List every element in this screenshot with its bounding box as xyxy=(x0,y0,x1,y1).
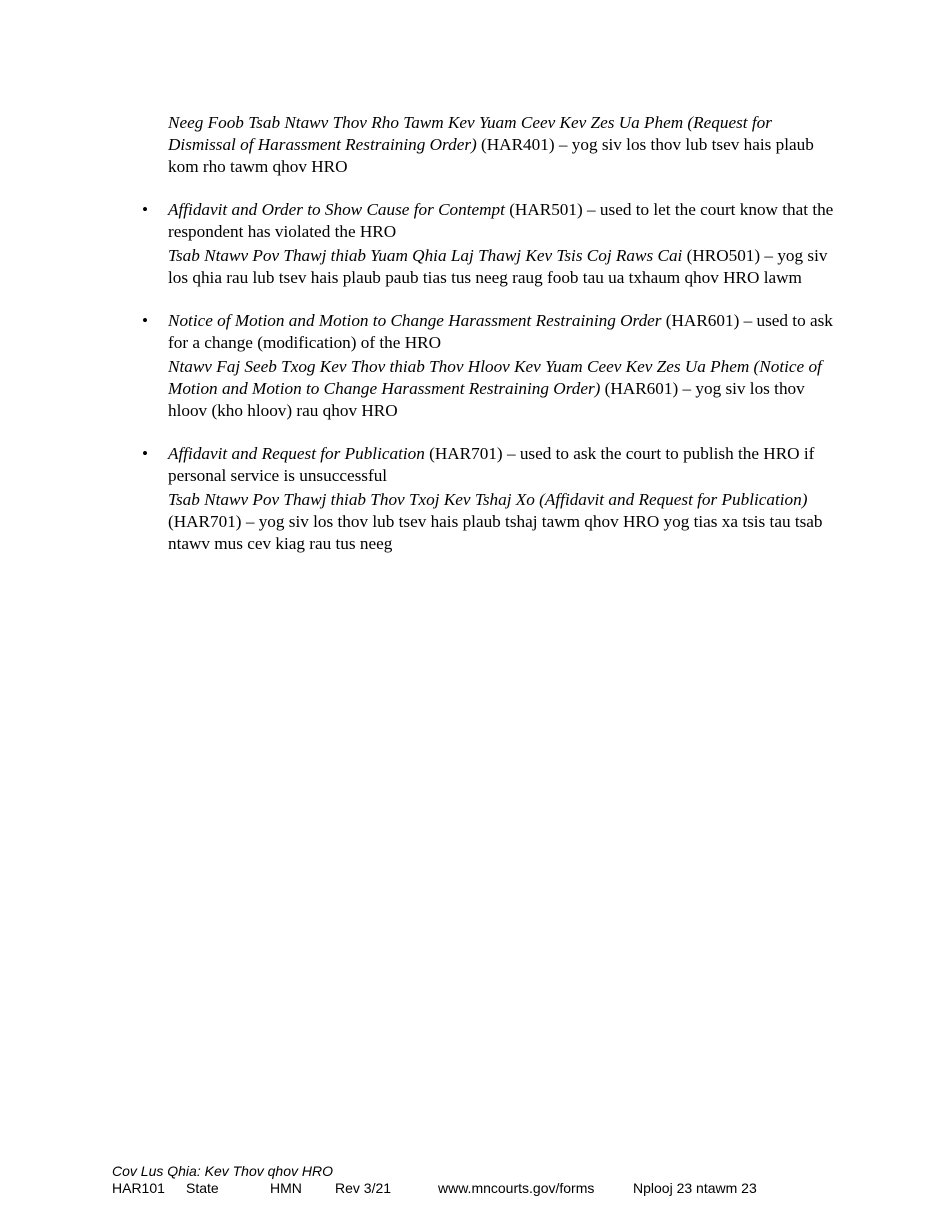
form-description: (HRO501) – yog siv los qhia rau lub tsev hais plaub paub tias tus neeg raug foob tau ua txhaum qhov HRO lawm xyxy=(168,246,828,287)
footer-revision: Rev 3/21 xyxy=(335,1180,392,1196)
bullet-icon: • xyxy=(141,311,149,330)
footer-page-number: Nplooj 23 ntawm 23 xyxy=(633,1180,757,1196)
document-body xyxy=(141,112,840,555)
form-title: Ntawv Faj Seeb Txog Kev Thov thiab Thov Hloov Kev Yuam Ceev Kev Zes Ua Phem (Notice of Motion and Motion to Change Harassment Restraining Order) xyxy=(168,357,822,398)
hmong-description xyxy=(168,356,840,422)
list-item xyxy=(141,199,840,289)
form-description: (HAR701) – used to ask the court to publish the HRO if personal service is unsuccessful xyxy=(168,444,815,485)
intro-paragraph xyxy=(168,112,840,178)
footer-url: www.mncourts.gov/forms xyxy=(438,1180,595,1196)
form-description: (HAR601) – used to ask for a change (modification) of the HRO xyxy=(168,311,833,352)
footer-language: HMN xyxy=(270,1180,302,1196)
footer-title: Cov Lus Qhia: Kev Thov qhov HRO xyxy=(112,1163,333,1179)
form-title: Tsab Ntawv Pov Thawj thiab Yuam Qhia Laj Thawj Kev Tsis Coj Raws Cai xyxy=(168,246,683,265)
english-description xyxy=(168,199,840,243)
list-item xyxy=(141,310,840,422)
form-title: Tsab Ntawv Pov Thawj thiab Thov Txoj Kev Tshaj Xo (Affidavit and Request for Publication) xyxy=(168,490,808,509)
page-footer xyxy=(112,1163,757,1197)
hmong-description xyxy=(168,245,840,289)
english-description xyxy=(168,443,840,487)
form-description: (HAR701) – yog siv los thov lub tsev hais plaub tshaj tawm qhov HRO yog tias xa tsis tau tsab ntawv mus cev kiag rau tus neeg xyxy=(168,512,823,553)
hmong-description xyxy=(168,489,840,555)
form-description: (HAR501) – used to let the court know that the respondent has violated the HRO xyxy=(168,200,834,241)
intro-description: (HAR401) – yog siv los thov lub tsev hais plaub kom rho tawm qhov HRO xyxy=(168,135,814,176)
intro-form-title: Neeg Foob Tsab Ntawv Thov Rho Tawm Kev Yuam Ceev Kev Zes Ua Phem (Request for Dismissal of Harassment Restraining Order) xyxy=(168,113,772,154)
form-title: Notice of Motion and Motion to Change Harassment Restraining Order xyxy=(168,311,662,330)
bullet-icon: • xyxy=(141,444,149,463)
form-description: (HAR601) – yog siv los thov hloov (kho hloov) rau qhov HRO xyxy=(168,379,805,420)
english-description xyxy=(168,310,840,354)
list-item xyxy=(141,443,840,555)
bullet-icon: • xyxy=(141,200,149,219)
form-title: Affidavit and Request for Publication xyxy=(168,444,425,463)
form-title: Affidavit and Order to Show Cause for Contempt xyxy=(168,200,505,219)
footer-form-id: HAR101 xyxy=(112,1180,165,1196)
footer-jurisdiction: State xyxy=(186,1180,219,1196)
